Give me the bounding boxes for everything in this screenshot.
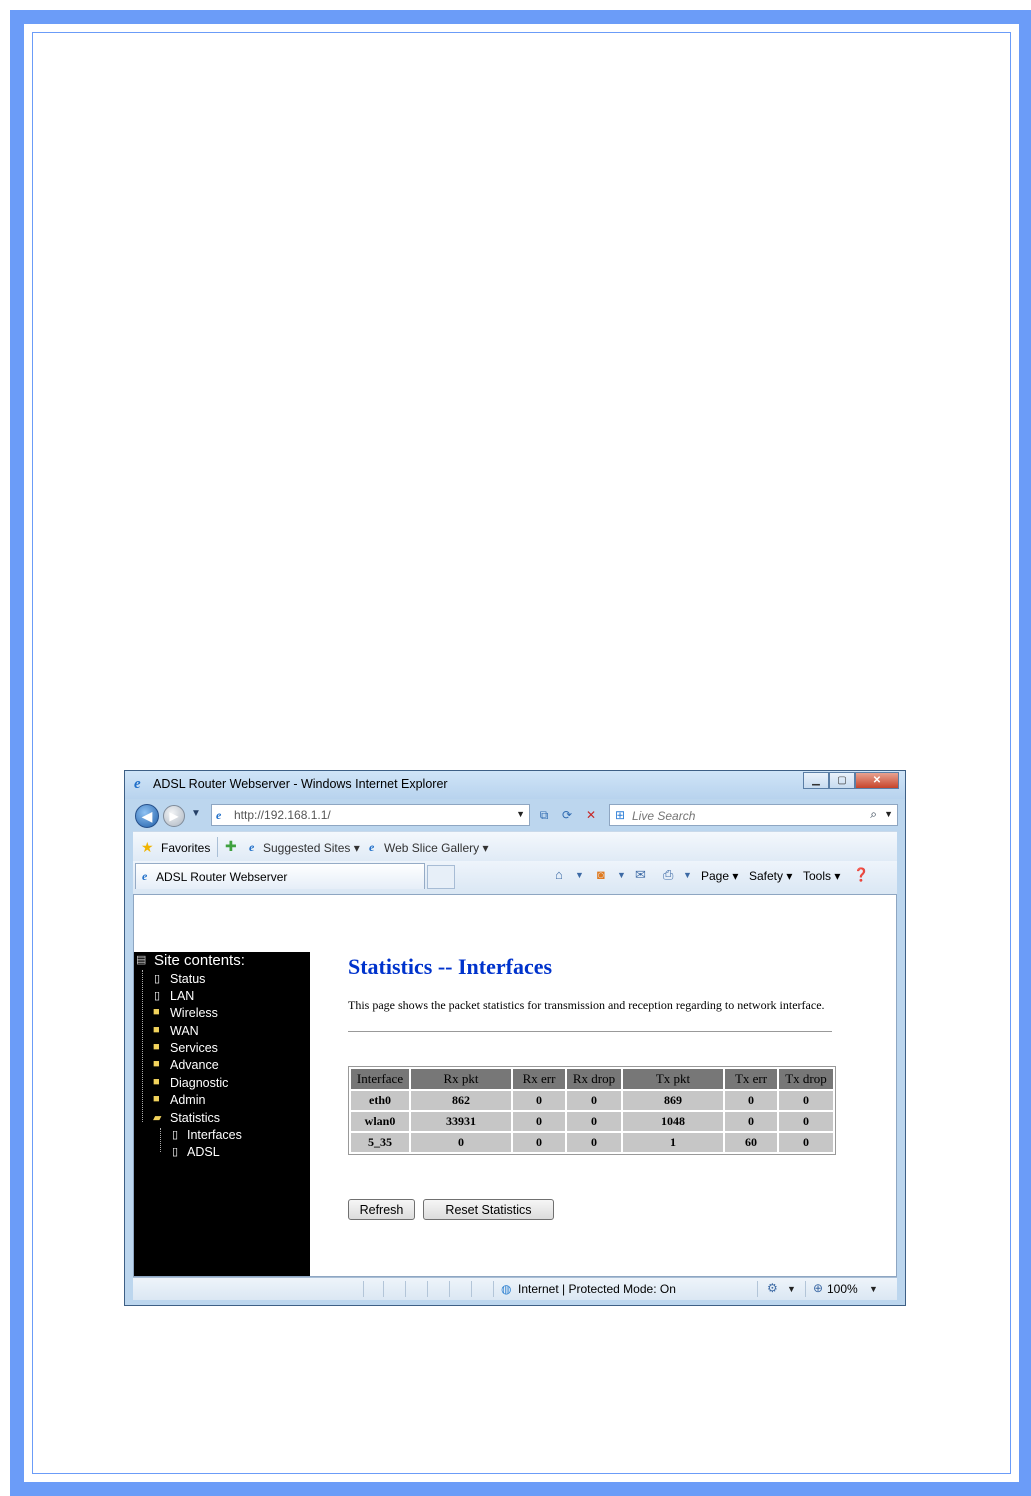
suggested-sites-link[interactable]: Suggested Sites ▾ bbox=[263, 841, 360, 855]
feeds-dropdown-icon[interactable]: ▼ bbox=[617, 870, 626, 880]
add-to-favorites-bar-icon[interactable]: ✚ bbox=[225, 838, 237, 854]
zoom-icon[interactable]: ⊕ bbox=[813, 1281, 824, 1295]
column-header: Rx drop bbox=[567, 1069, 621, 1089]
table-cell: 0 bbox=[567, 1091, 621, 1110]
refresh-icon[interactable]: ⟳ bbox=[561, 808, 573, 822]
popup-blocker-dropdown-icon[interactable]: ▼ bbox=[787, 1284, 796, 1294]
table-cell: 0 bbox=[567, 1112, 621, 1131]
arrow-right-icon: ▶ bbox=[169, 809, 179, 823]
ie-logo-icon: e bbox=[134, 776, 141, 792]
recent-pages-dropdown-icon[interactable]: ▼ bbox=[191, 808, 201, 819]
windows-logo-icon: ⊞ bbox=[615, 808, 626, 822]
table-cell: 33931 bbox=[411, 1112, 511, 1131]
folder-icon: ■ bbox=[153, 1041, 160, 1053]
table-cell: 1048 bbox=[623, 1112, 723, 1131]
zoom-dropdown-icon[interactable]: ▼ bbox=[869, 1284, 878, 1294]
tab-adsl-router[interactable] bbox=[135, 863, 425, 889]
sidebar-item-adsl[interactable]: ADSL bbox=[187, 1145, 220, 1159]
column-header: Interface bbox=[351, 1069, 409, 1089]
table-row bbox=[351, 1133, 833, 1152]
table-cell: 0 bbox=[779, 1112, 833, 1131]
tree-connector bbox=[142, 970, 143, 1122]
table-header-row bbox=[351, 1069, 833, 1089]
table-cell: 0 bbox=[513, 1133, 565, 1152]
folder-icon: ■ bbox=[153, 1076, 160, 1088]
status-separator bbox=[427, 1281, 428, 1297]
minimize-button[interactable]: ▁ bbox=[803, 772, 829, 789]
stop-icon[interactable]: ✕ bbox=[585, 808, 597, 822]
search-box[interactable] bbox=[609, 804, 898, 826]
globe-icon: ◍ bbox=[501, 1282, 512, 1296]
mail-icon[interactable]: ✉ bbox=[635, 867, 646, 882]
table-row bbox=[351, 1112, 833, 1131]
site-contents-sidebar bbox=[134, 952, 310, 1276]
favorites-star-icon[interactable]: ★ bbox=[141, 839, 154, 855]
home-dropdown-icon[interactable]: ▼ bbox=[575, 870, 584, 880]
ie-window bbox=[124, 770, 906, 1306]
status-separator bbox=[363, 1281, 364, 1297]
search-options-dropdown-icon[interactable]: ▼ bbox=[884, 809, 893, 819]
table-cell: 0 bbox=[513, 1112, 565, 1131]
sidebar-item-lan[interactable]: LAN bbox=[170, 989, 195, 1003]
feeds-icon[interactable]: ◙ bbox=[597, 867, 605, 882]
table-cell: 0 bbox=[779, 1133, 833, 1152]
table-cell: 0 bbox=[725, 1112, 777, 1131]
popup-blocker-icon[interactable]: ⚙ bbox=[767, 1281, 778, 1295]
address-dropdown-icon[interactable]: ▼ bbox=[516, 809, 525, 819]
page-description: This page shows the packet statistics for transmission and reception regarding to network interface. bbox=[348, 998, 825, 1012]
folder-icon: ■ bbox=[153, 1058, 160, 1070]
status-separator bbox=[493, 1281, 494, 1297]
page-icon: e bbox=[216, 808, 222, 822]
sidebar-item-wireless[interactable]: Wireless bbox=[170, 1006, 218, 1020]
status-bar bbox=[133, 1277, 897, 1300]
search-input[interactable] bbox=[630, 807, 854, 825]
window-controls bbox=[803, 772, 899, 789]
window-title: ADSL Router Webserver - Windows Internet Explorer bbox=[153, 777, 448, 791]
ie-page-icon: e bbox=[142, 869, 148, 883]
search-icon[interactable]: ⌕ bbox=[870, 807, 877, 821]
table-cell: 0 bbox=[411, 1133, 511, 1152]
back-button[interactable] bbox=[135, 804, 159, 828]
folder-icon: ■ bbox=[153, 1006, 160, 1018]
sidebar-item-diagnostic[interactable]: Diagnostic bbox=[170, 1076, 229, 1090]
home-icon[interactable]: ⌂ bbox=[555, 867, 563, 882]
sidebar-item-advance[interactable]: Advance bbox=[170, 1058, 219, 1072]
status-separator bbox=[757, 1281, 758, 1297]
interface-statistics-table bbox=[348, 1066, 836, 1155]
compatibility-view-icon[interactable]: ⧉ bbox=[539, 807, 549, 822]
tree-root-icon: ▤ bbox=[136, 954, 147, 966]
address-bar[interactable] bbox=[211, 804, 530, 826]
reset-statistics-button[interactable]: Reset Statistics bbox=[423, 1199, 554, 1220]
forward-button[interactable] bbox=[163, 805, 185, 827]
ie-page-icon: e bbox=[249, 840, 255, 854]
column-header: Rx err bbox=[513, 1069, 565, 1089]
table-cell: eth0 bbox=[351, 1091, 409, 1110]
tree-connector bbox=[160, 1128, 161, 1152]
status-separator bbox=[471, 1281, 472, 1297]
status-separator bbox=[449, 1281, 450, 1297]
refresh-button[interactable]: Refresh bbox=[348, 1199, 415, 1220]
tools-menu[interactable]: Tools ▾ bbox=[803, 869, 841, 883]
sidebar-item-statistics[interactable]: Statistics bbox=[170, 1111, 221, 1125]
help-icon[interactable]: ❓ bbox=[853, 867, 870, 882]
web-slice-gallery-link[interactable]: Web Slice Gallery ▾ bbox=[384, 841, 489, 855]
table-cell: 5_35 bbox=[351, 1133, 409, 1152]
sidebar-item-services[interactable]: Services bbox=[170, 1041, 218, 1055]
table-cell: 0 bbox=[725, 1091, 777, 1110]
table-row bbox=[351, 1091, 833, 1110]
safety-menu[interactable]: Safety ▾ bbox=[749, 869, 793, 883]
folder-icon: ■ bbox=[153, 1024, 160, 1036]
page-menu[interactable]: Page ▾ bbox=[701, 869, 739, 883]
document-icon: ▯ bbox=[154, 990, 161, 1002]
table-cell: 0 bbox=[567, 1133, 621, 1152]
status-separator bbox=[383, 1281, 384, 1297]
tab-bar bbox=[133, 861, 897, 894]
site-contents-title: Site contents: bbox=[154, 952, 245, 969]
status-separator bbox=[805, 1281, 806, 1297]
table-cell: 0 bbox=[513, 1091, 565, 1110]
maximize-button[interactable]: ▢ bbox=[829, 772, 855, 789]
security-zone-status[interactable]: Internet | Protected Mode: On bbox=[518, 1282, 676, 1296]
arrow-left-icon: ◀ bbox=[141, 807, 153, 824]
sidebar-item-status[interactable]: Status bbox=[170, 972, 206, 986]
new-tab-button[interactable] bbox=[427, 865, 455, 889]
column-header: Tx pkt bbox=[623, 1069, 723, 1089]
document-icon: ▯ bbox=[172, 1146, 179, 1158]
sidebar-item-admin[interactable]: Admin bbox=[170, 1093, 206, 1107]
title-bar bbox=[125, 771, 905, 799]
print-dropdown-icon[interactable]: ▼ bbox=[683, 870, 692, 880]
navigation-bar bbox=[125, 799, 905, 831]
status-separator bbox=[405, 1281, 406, 1297]
close-button[interactable]: ✕ bbox=[855, 772, 899, 789]
ie-page-icon: e bbox=[369, 840, 375, 854]
page-title: Statistics -- Interfaces bbox=[348, 954, 553, 979]
column-header: Tx err bbox=[725, 1069, 777, 1089]
table-cell: wlan0 bbox=[351, 1112, 409, 1131]
print-icon[interactable]: ⎙ bbox=[663, 867, 674, 882]
sidebar-item-interfaces[interactable]: Interfaces bbox=[187, 1128, 242, 1142]
page-content bbox=[133, 894, 897, 1277]
open-folder-icon: ▰ bbox=[153, 1112, 162, 1124]
sidebar-item-wan[interactable]: WAN bbox=[170, 1024, 199, 1038]
tab-label: ADSL Router Webserver bbox=[156, 870, 288, 884]
divider bbox=[348, 1031, 832, 1032]
separator bbox=[217, 837, 218, 857]
table-cell: 1 bbox=[623, 1133, 723, 1152]
column-header: Tx drop bbox=[779, 1069, 833, 1089]
zoom-level[interactable]: 100% bbox=[827, 1282, 858, 1296]
folder-icon: ■ bbox=[153, 1093, 160, 1105]
table-cell: 869 bbox=[623, 1091, 723, 1110]
favorites-button[interactable]: Favorites bbox=[161, 841, 211, 855]
document-icon: ▯ bbox=[172, 1129, 179, 1141]
address-text[interactable]: http://192.168.1.1/ bbox=[234, 808, 331, 822]
favorites-bar bbox=[133, 831, 897, 862]
table-cell: 862 bbox=[411, 1091, 511, 1110]
table-cell: 60 bbox=[725, 1133, 777, 1152]
table-cell: 0 bbox=[779, 1091, 833, 1110]
document-icon: ▯ bbox=[154, 973, 161, 985]
column-header: Rx pkt bbox=[411, 1069, 511, 1089]
